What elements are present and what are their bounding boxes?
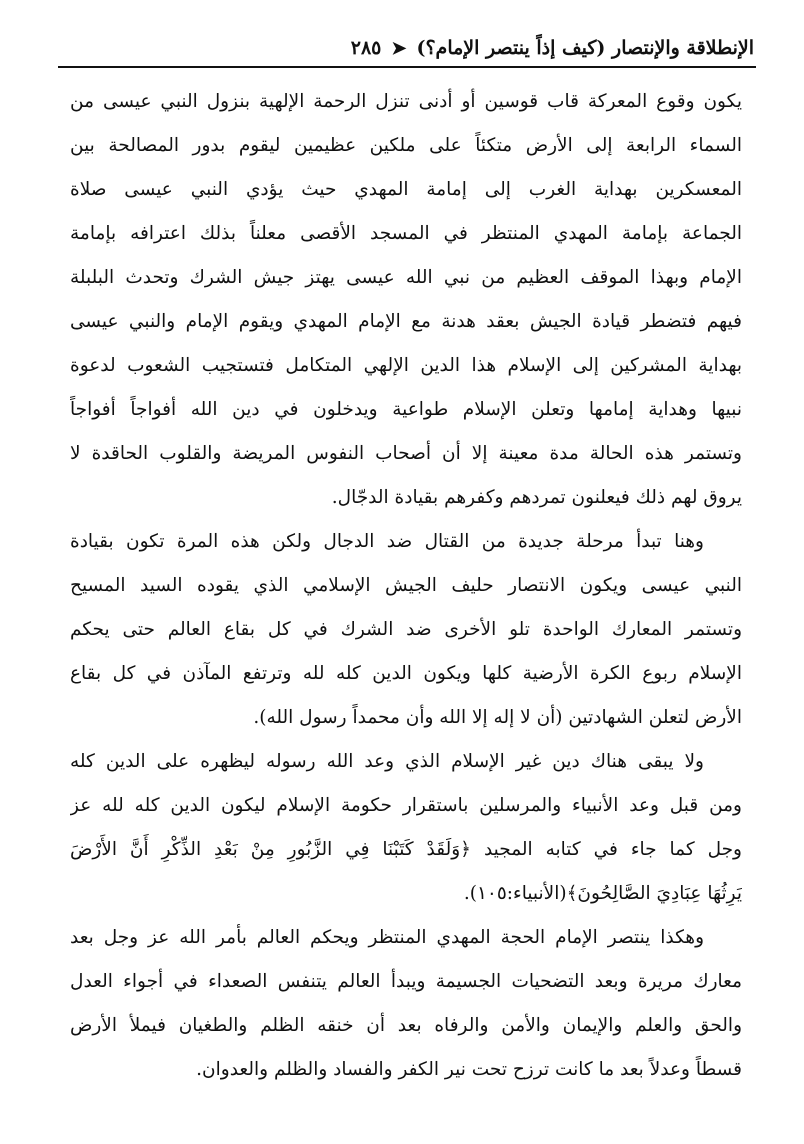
text-line: نبيها وهداية إمامها وتعلن الإسلام طواعية ويدخلون في دين الله أفواجاً أفواجاً bbox=[70, 399, 742, 420]
text-line: فيهم فتضطر قيادة الجيش بعقد هدنة مع الإمام المهدي ويقوم الإمام والنبي عيسى bbox=[70, 311, 742, 332]
text-line: النبي عيسى ويكون الانتصار حليف الجيش الإسلامي الذي يقوده السيد المسيح bbox=[70, 575, 742, 596]
text-line: ومن قبل وعد الأنبياء والمرسلين باستقرار حكومة الإسلام ليكون الدين كله لله عز bbox=[70, 795, 742, 816]
page-body bbox=[70, 80, 742, 1092]
paragraph-1 bbox=[70, 80, 742, 520]
text-line: السماء الرابعة إلى الأرض متكئاً على ملكين عظيمين ليقوم بدور المصالحة بين bbox=[70, 135, 742, 156]
text-line: قسطاً وعدلاً بعد ما كانت ترزح تحت نير الكفر والفساد والظلم والعدوان. bbox=[196, 1059, 742, 1080]
page-number: ٢٨٥ bbox=[350, 37, 382, 59]
running-header bbox=[60, 30, 754, 66]
text-line: الأرض لتعلن الشهادتين (أن لا إله إلا الله وأن محمداً رسول الله). bbox=[253, 707, 742, 728]
text-line: يكون وقوع المعركة قاب قوسين أو أدنى تنزل الرحمة الإلهية بنزول النبي عيسى من bbox=[70, 91, 742, 112]
paragraph-3 bbox=[70, 740, 742, 916]
text-line: معارك مريرة وبعد التضحيات الجسيمة ويبدأ العالم يتنفس الصعداء في أجواء العدل bbox=[70, 971, 742, 992]
text-line: المعسكرين بهداية الغرب إلى إمامة المهدي حيث يؤدي النبي عيسى صلاة bbox=[70, 179, 742, 200]
paragraph-4 bbox=[70, 916, 742, 1092]
text-line: الإمام وبهذا الموقف العظيم من نبي الله عيسى يهتز جيش الشرك وتحدث البلبلة bbox=[70, 267, 742, 288]
quran-verse-line: يَرِثُهَا عِبَادِيَ الصَّالِحُونَ﴾(الأنبياء:١٠٥). bbox=[463, 883, 742, 904]
text-line: والحق والعلم والإيمان والأمن والرفاه بعد أن خنقه الظلم والطغيان فيملأ الأرض bbox=[70, 1015, 742, 1036]
quran-verse-line: وجل كما جاء في كتابه المجيد ﴿وَلَقَدْ كَتَبْنَا فِي الزَّبُورِ مِنْ بَعْدِ الذِّكْرِ أَنَّ الأَرْضَ bbox=[70, 839, 742, 860]
text-line: الإسلام ربوع الكرة الأرضية كلها ويكون الدين كله لله وترتفع المآذن في كل بقاع bbox=[70, 663, 742, 684]
header-rule bbox=[58, 66, 756, 68]
paragraph-2 bbox=[70, 520, 742, 740]
text-line: الجماعة بإمامة المهدي المنتظر في المسجد الأقصى معلناً بذلك اعترافه بإمامة bbox=[70, 223, 742, 244]
text-line: وتستمر هذه الحالة مدة معينة إلا أن أصحاب النفوس المريضة والقلوب الحاقدة لا bbox=[70, 443, 742, 464]
text-line: ولا يبقى هناك دين غير الإسلام الذي وعد الله رسوله ليظهره على الدين كله bbox=[70, 751, 704, 772]
chapter-title: الإنطلاقة والإنتصار (كيف إذاً ينتصر الإمام؟) bbox=[416, 37, 754, 59]
text-line: وهكذا ينتصر الإمام الحجة المهدي المنتظر ويحكم العالم بأمر الله عز وجل بعد bbox=[70, 927, 704, 948]
arrow-marker-icon: ➤ bbox=[391, 37, 407, 59]
text-line: وهنا تبدأ مرحلة جديدة من القتال ضد الدجال ولكن هذه المرة تكون بقيادة bbox=[70, 531, 704, 552]
text-line: يروق لهم ذلك فيعلنون تمردهم وكفرهم بقيادة الدجّال. bbox=[331, 487, 742, 508]
text-line: بهداية المشركين إلى الإسلام هذا الدين الإلهي المتكامل فتستجيب الشعوب لدعوة bbox=[70, 355, 742, 376]
text-line: وتستمر المعارك الواحدة تلو الأخرى ضد الشرك في كل بقاع العالم حتى يحكم bbox=[70, 619, 742, 640]
